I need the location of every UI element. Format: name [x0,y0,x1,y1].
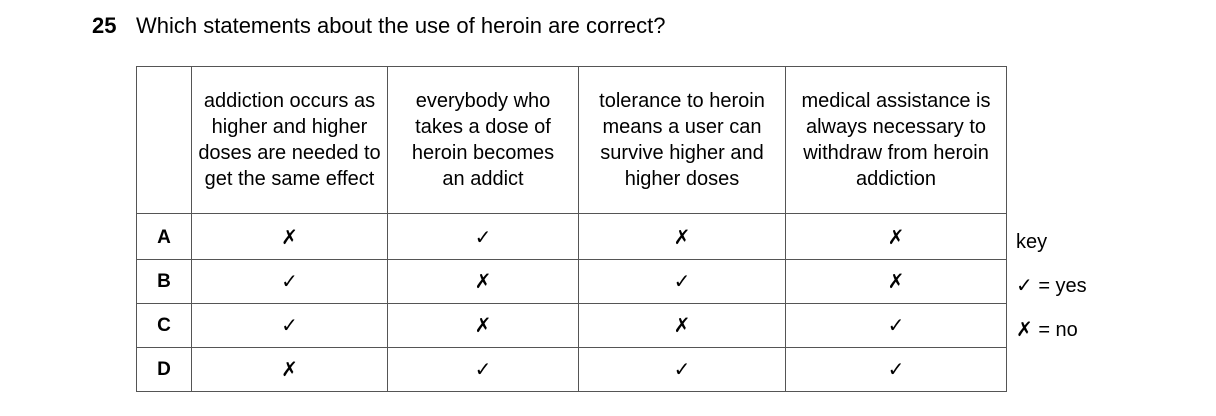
header-medical-statement: medical assistance is always necessary to withdraw from heroin addiction [786,67,1007,214]
mark-cell: ✓ [192,260,388,304]
option-letter: B [137,260,192,304]
header-everybody-statement: everybody who takes a dose of heroin becomes an addict [388,67,579,214]
table-row [137,260,1007,304]
key-no: ✗ = no [1016,319,1078,341]
mark-cell: ✓ [388,348,579,392]
mark-cell: ✓ [786,348,1007,392]
mark-cell: ✗ [192,214,388,260]
mark-cell: ✗ [579,304,786,348]
header-tolerance-statement: tolerance to heroin means a user can survive higher and higher doses [579,67,786,214]
key-yes: ✓ = yes [1016,275,1087,297]
header-row [137,67,1007,214]
option-letter: A [137,214,192,260]
option-letter: C [137,304,192,348]
mark-cell: ✓ [192,304,388,348]
option-letter: D [137,348,192,392]
mark-cell: ✗ [192,348,388,392]
header-empty-cell [137,67,192,214]
answer-table [136,66,1007,392]
question-number: 25 [92,13,117,38]
mark-cell: ✓ [388,214,579,260]
mark-cell: ✗ [579,214,786,260]
question-text: Which statements about the use of heroin are correct? [136,13,666,38]
mark-cell: ✓ [579,348,786,392]
table-row [137,304,1007,348]
mark-cell: ✓ [579,260,786,304]
key-title: key [1016,231,1048,253]
table-row [137,348,1007,392]
header-addiction-statement: addiction occurs as higher and higher doses are needed to get the same effect [192,67,388,214]
mark-cell: ✗ [388,260,579,304]
table-row [137,214,1007,260]
mark-cell: ✗ [388,304,579,348]
mark-cell: ✗ [786,214,1007,260]
question [92,12,666,40]
mark-cell: ✓ [786,304,1007,348]
mark-cell: ✗ [786,260,1007,304]
